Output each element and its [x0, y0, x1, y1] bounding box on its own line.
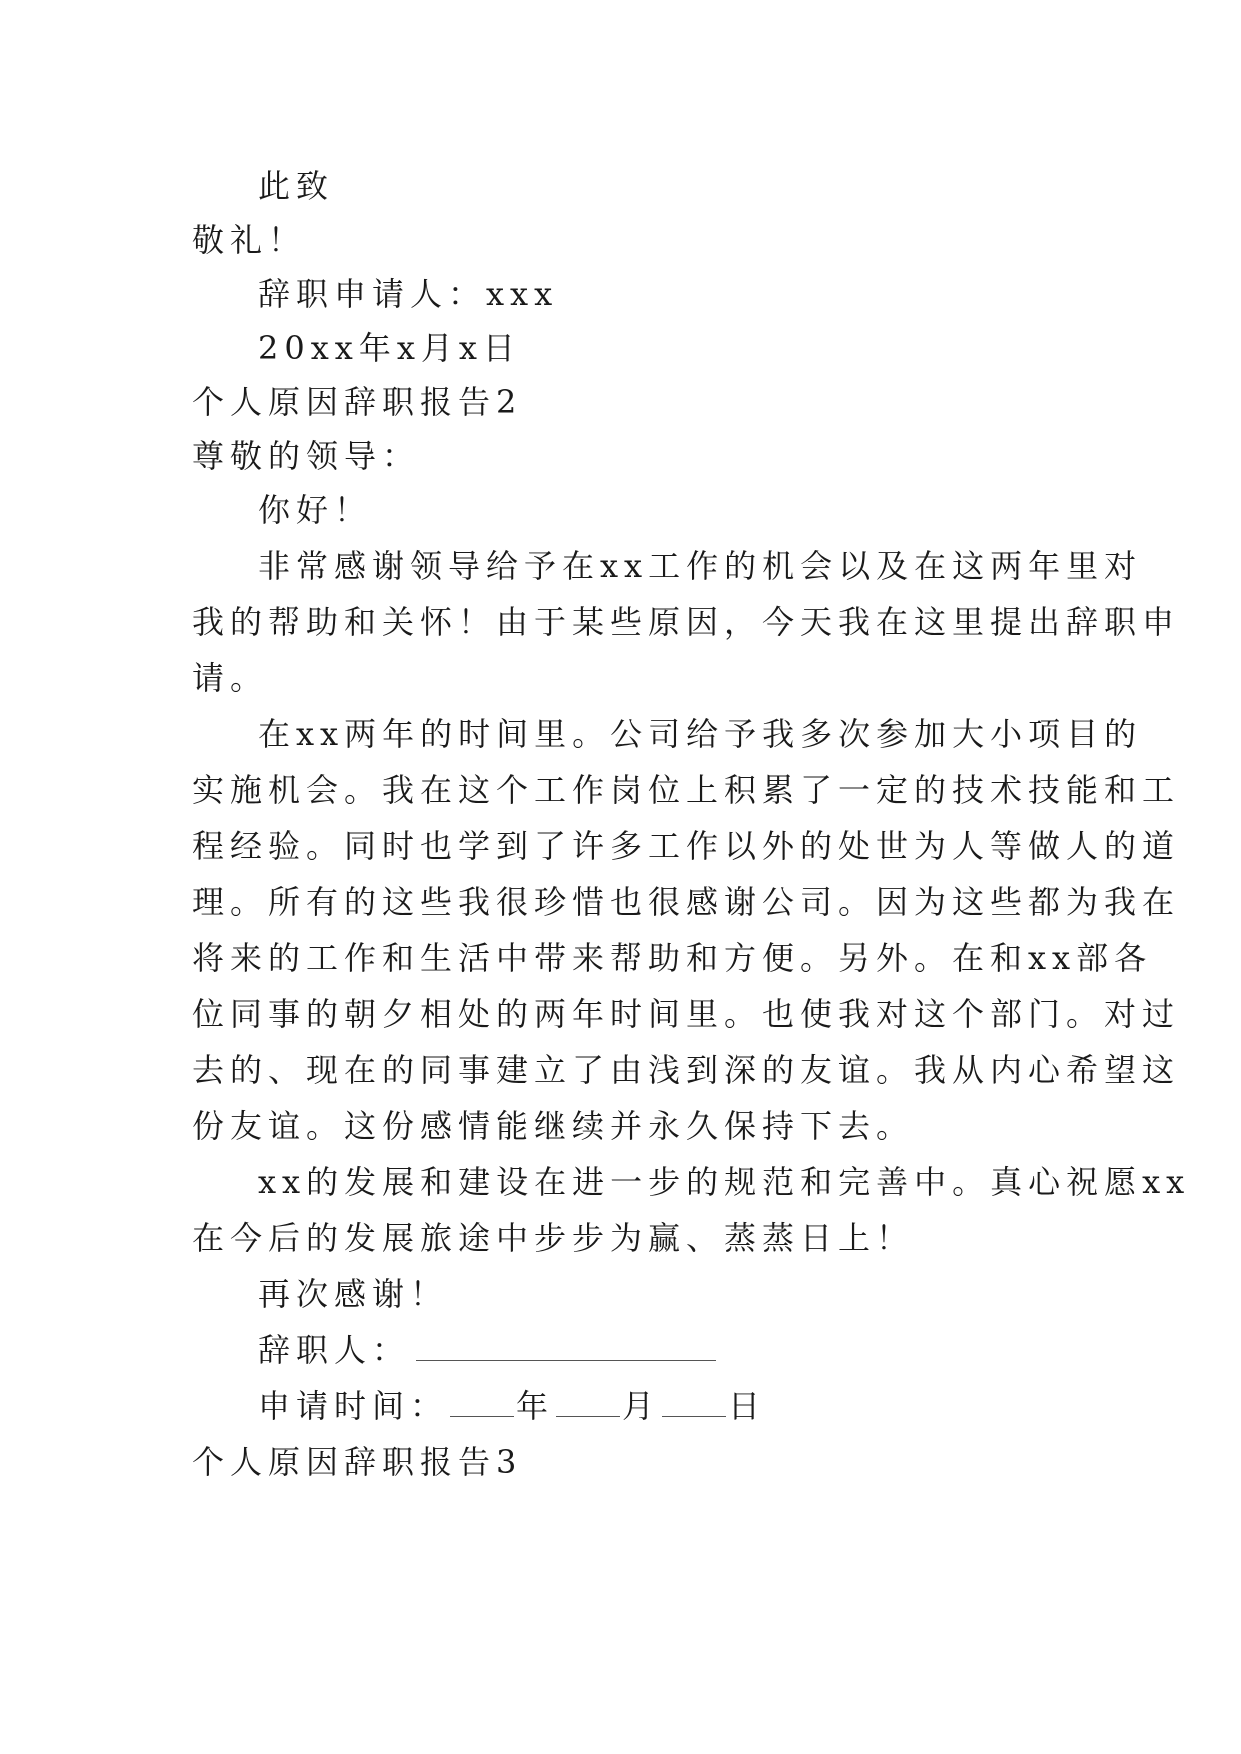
- month-blank: [556, 1390, 620, 1417]
- closing-regards: 敬礼！: [192, 221, 307, 259]
- day-unit: 日: [728, 1387, 767, 1425]
- thanks-line: 再次感谢！: [258, 1275, 449, 1313]
- report2-greeting: 你好！: [258, 491, 373, 529]
- closing-applicant: 辞职申请人：xxx: [258, 275, 559, 313]
- application-date-line: [258, 1386, 1118, 1426]
- signer-line: [258, 1330, 1118, 1370]
- paragraph2-line: 份友谊。这份感情能继续并永久保持下去。: [192, 1107, 915, 1145]
- date-label: 申请时间：: [258, 1387, 449, 1425]
- paragraph3-line: 在今后的发展旅途中步步为赢、蒸蒸日上！: [192, 1219, 915, 1257]
- report2-recipient: 尊敬的领导：: [192, 437, 421, 475]
- paragraph2-line: 将来的工作和生活中带来帮助和方便。另外。在和xx部各: [192, 939, 1153, 977]
- month-unit: 月: [622, 1387, 661, 1425]
- paragraph2-line: 位同事的朝夕相处的两年时间里。也使我对这个部门。对过: [192, 995, 1181, 1033]
- year-blank: [450, 1390, 514, 1417]
- report3-title: 个人原因辞职报告3: [192, 1443, 523, 1481]
- year-unit: 年: [516, 1387, 555, 1425]
- paragraph2-line: 实施机会。我在这个工作岗位上积累了一定的技术技能和工: [192, 771, 1181, 809]
- closing-date: 20xx年x月x日: [258, 329, 521, 367]
- signer-label: 辞职人：: [258, 1331, 411, 1369]
- closing-salutation: 此致: [258, 167, 335, 205]
- paragraph2-line: 程经验。同时也学到了许多工作以外的处世为人等做人的道: [192, 827, 1181, 865]
- day-blank: [662, 1390, 726, 1417]
- paragraph1-line: 请。: [192, 659, 269, 697]
- paragraph2-line: 去的、现在的同事建立了由浅到深的友谊。我从内心希望这: [192, 1051, 1181, 1089]
- paragraph2-line: 在xx两年的时间里。公司给予我多次参加大小项目的: [258, 715, 1143, 753]
- paragraph2-line: 理。所有的这些我很珍惜也很感谢公司。因为这些都为我在: [192, 883, 1181, 921]
- signer-blank: [416, 1334, 716, 1361]
- paragraph1-line: 非常感谢领导给予在xx工作的机会以及在这两年里对: [258, 547, 1143, 585]
- paragraph1-line: 我的帮助和关怀！由于某些原因，今天我在这里提出辞职申: [192, 603, 1181, 641]
- report2-title: 个人原因辞职报告2: [192, 383, 523, 421]
- paragraph3-line: xx的发展和建设在进一步的规范和完善中。真心祝愿xx: [258, 1163, 1191, 1201]
